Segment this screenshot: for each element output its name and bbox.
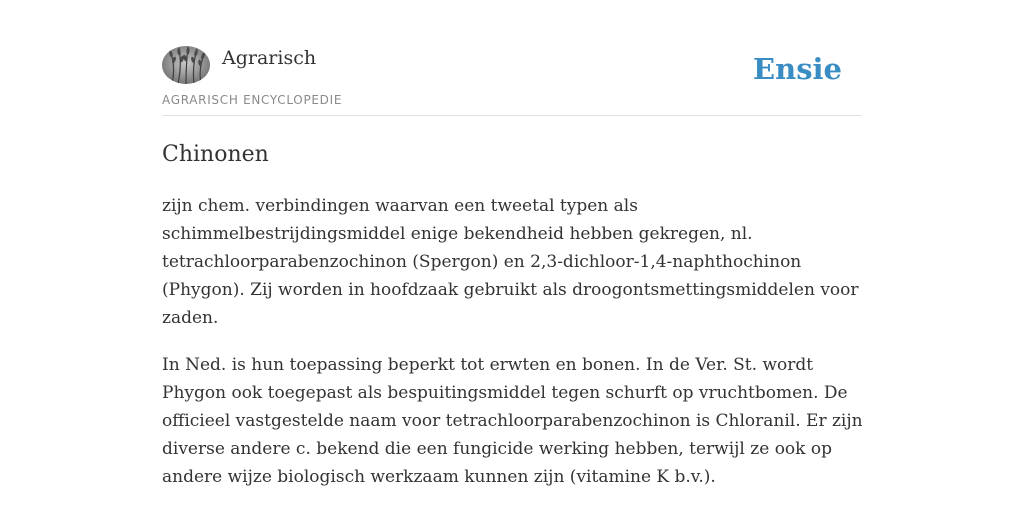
header bbox=[162, 46, 862, 116]
category-name[interactable]: Agrarisch bbox=[222, 47, 317, 69]
article-title: Chinonen bbox=[162, 142, 269, 167]
category-subtitle: AGRARISCH ENCYCLOPEDIE bbox=[162, 93, 343, 107]
article bbox=[162, 140, 867, 491]
site-logo[interactable]: Ensie bbox=[753, 52, 842, 86]
wheat-icon[interactable] bbox=[162, 46, 210, 84]
article-paragraph: In Ned. is hun toepassing beperkt tot erwten en bonen. In de Ver. St. wordt Phygon ook toegepast als bespuitingsmiddel tegen schurft op vruchtbomen. De officieel vastgestelde naam voor tetrachloorparabenzochinon is Chloranil. Er zijn diverse andere c. bekend die een fungicide werking hebben, terwijl ze ook op andere wijze biologisch werkzaam kunnen zijn (vitamine K b.v.). bbox=[162, 355, 863, 487]
article-paragraph: zijn chem. verbindingen waarvan een tweetal typen als schimmelbestrijdingsmiddel enige bekendheid hebben gekregen, nl. tetrachloorparabenzochinon (Spergon) en 2,3-dichloor-1,4-naphthochinon (Phygon). Zij worden in hoofdzaak gebruikt als droogontsmettingsmiddelen voor zaden. bbox=[162, 196, 859, 328]
